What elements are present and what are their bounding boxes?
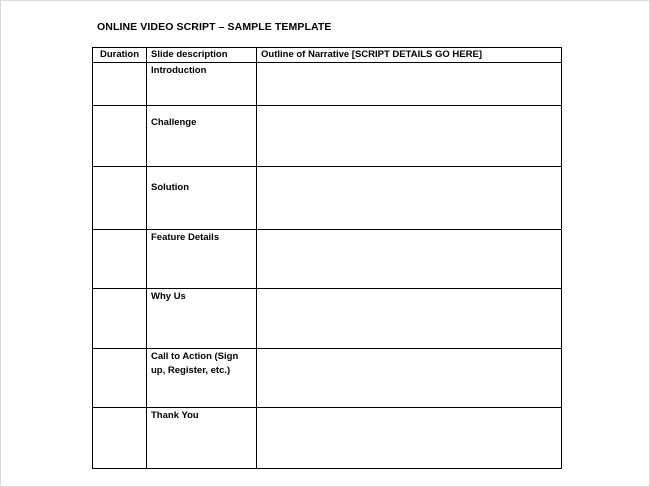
description-text: Thank You [151,410,199,421]
description-text: Feature Details [151,232,220,243]
duration-cell[interactable] [93,230,147,289]
header-narrative: Outline of Narrative [SCRIPT DETAILS GO HERE] [257,48,562,63]
header-duration: Duration [93,48,147,63]
duration-cell[interactable] [93,349,147,408]
narrative-cell[interactable] [257,63,562,106]
description-text: Challenge [151,117,197,128]
table-row [93,408,562,469]
narrative-cell[interactable] [257,167,562,230]
description-cell [147,230,257,289]
description-cell [147,349,257,408]
table-row [93,63,562,106]
table-row [93,230,562,289]
header-slide-description: Slide description [147,48,257,63]
duration-cell[interactable] [93,408,147,469]
description-text: Why Us [151,291,186,302]
duration-cell[interactable] [93,63,147,106]
description-text: Call to Action (Sign up, Register, etc.) [151,351,239,376]
duration-cell[interactable] [93,289,147,349]
narrative-cell[interactable] [257,289,562,349]
description-cell [147,408,257,469]
table-row [93,289,562,349]
description-text: Solution [151,182,189,193]
description-text: Introduction [151,65,207,76]
script-table [92,47,562,469]
description-cell [147,289,257,349]
narrative-cell[interactable] [257,349,562,408]
narrative-cell[interactable] [257,230,562,289]
narrative-cell[interactable] [257,106,562,167]
duration-cell[interactable] [93,167,147,230]
table-header-row [93,48,562,63]
description-cell [147,167,257,230]
table-row [93,349,562,408]
narrative-cell[interactable] [257,408,562,469]
duration-cell[interactable] [93,106,147,167]
description-cell [147,106,257,167]
table-row [93,106,562,167]
table-row [93,167,562,230]
document-title: ONLINE VIDEO SCRIPT – SAMPLE TEMPLATE [97,21,332,33]
description-cell [147,63,257,106]
